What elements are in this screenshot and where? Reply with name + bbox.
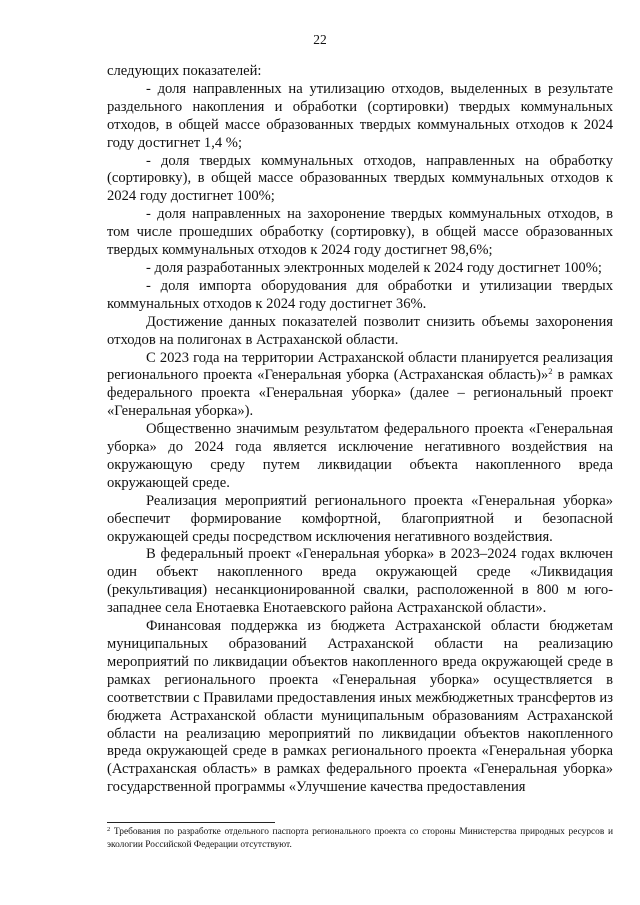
paragraph-regional-project-text: С 2023 года на территории Астраханской области планируется реализация регионального проекта «Генеральная уборка (Астраханская область)» (107, 349, 613, 384)
page-number: 22 (313, 32, 327, 47)
paragraph-implementation: Реализация мероприятий регионального проекта «Генеральная уборка» обеспечит формирование комфортной, благоприятной и безопасной окружающей среды посредством исключения негативного воздействия. (107, 492, 613, 545)
list-item-equipment-import: - доля импорта оборудования для обработки и утилизации твердых коммунальных отходов к 2024 году достигнет 36%. (107, 277, 613, 312)
body-text (107, 63, 613, 797)
footnote (107, 826, 613, 851)
paragraph-financial-support: Финансовая поддержка из бюджета Астраханской области бюджетам муниципальных образований Астраханской области на реализацию мероприятий по ликвидации объектов накопленного вреда окружающей среде в рамках регионального проекта «Генеральная уборка» осуществляется в соответствии с Правилами предоставления иных межбюджетных трансфертов из бюджета Астраханской области муниципальным образованиям Астраханской области на реализацию мероприятий по ликвидации объектов накопленного вреда окружающей среде в рамках регионального проекта «Генеральная уборка (Астраханская область» в рамках федерального проекта «Генеральная уборка» государственной программы «Улучшение качества предоставления (107, 618, 613, 796)
paragraph-federal-object: В федеральный проект «Генеральная уборка» в 2023–2024 годах включен один объект накопленного вреда окружающей среде «Ликвидация (рекультивация) несанкционированной свалки, расположенной в 800 м юго-западнее села Енотаевка Енотаевского района Астраханской области». (107, 546, 613, 617)
list-item-landfill-share: - доля направленных на захоронение твердых коммунальных отходов, в том числе прошедших обработку (сортировку), в общей массе образованных твердых коммунальных отходов к 2024 году достигнет 98,6%; (107, 206, 613, 259)
paragraph-regional-project-text-after: в рамках федерального проекта «Генеральная уборка» (далее – региональный проект «Генеральная уборка»). (107, 367, 614, 420)
footnote-text: Требования по разработке отдельного паспорта регионального проекта со стороны Министерства природных ресурсов и экологии Российской Федерации отсутствуют. (107, 827, 613, 850)
list-item-electronic-models: - доля разработанных электронных моделей к 2024 году достигнет 100%; (146, 259, 602, 276)
paragraph-federal-result: Общественно значимым результатом федерального проекта «Генеральная уборка» до 2024 года является исключение негативного воздействия на окружающую среду путем ликвидации объекта накопленного вреда окружающей среде. (107, 421, 613, 491)
paragraph-indicators-effect: Достижение данных показателей позволит снизить объемы захоронения отходов на полигонах в Астраханской области. (107, 313, 613, 348)
paragraph-regional-project (107, 350, 613, 422)
paragraph-intro: следующих показателей: (107, 63, 262, 79)
footnote-reference: 2 (548, 366, 553, 377)
footnote-separator (107, 822, 275, 823)
list-item-sorting-share: - доля твердых коммунальных отходов, направленных на обработку (сортировку), в общей массе образованных твердых коммунальных отходов к 2024 году достигнет 100%; (107, 152, 613, 205)
list-item-utilization-share: - доля направленных на утилизацию отходов, выделенных в результате раздельного накопления и обработки (сортировки) твердых коммунальных отходов, в общей массе образованных твердых коммунальных отходов к 2024 году достигнет 1,4 %; (107, 80, 613, 151)
footnote-marker: 2 (107, 826, 111, 833)
